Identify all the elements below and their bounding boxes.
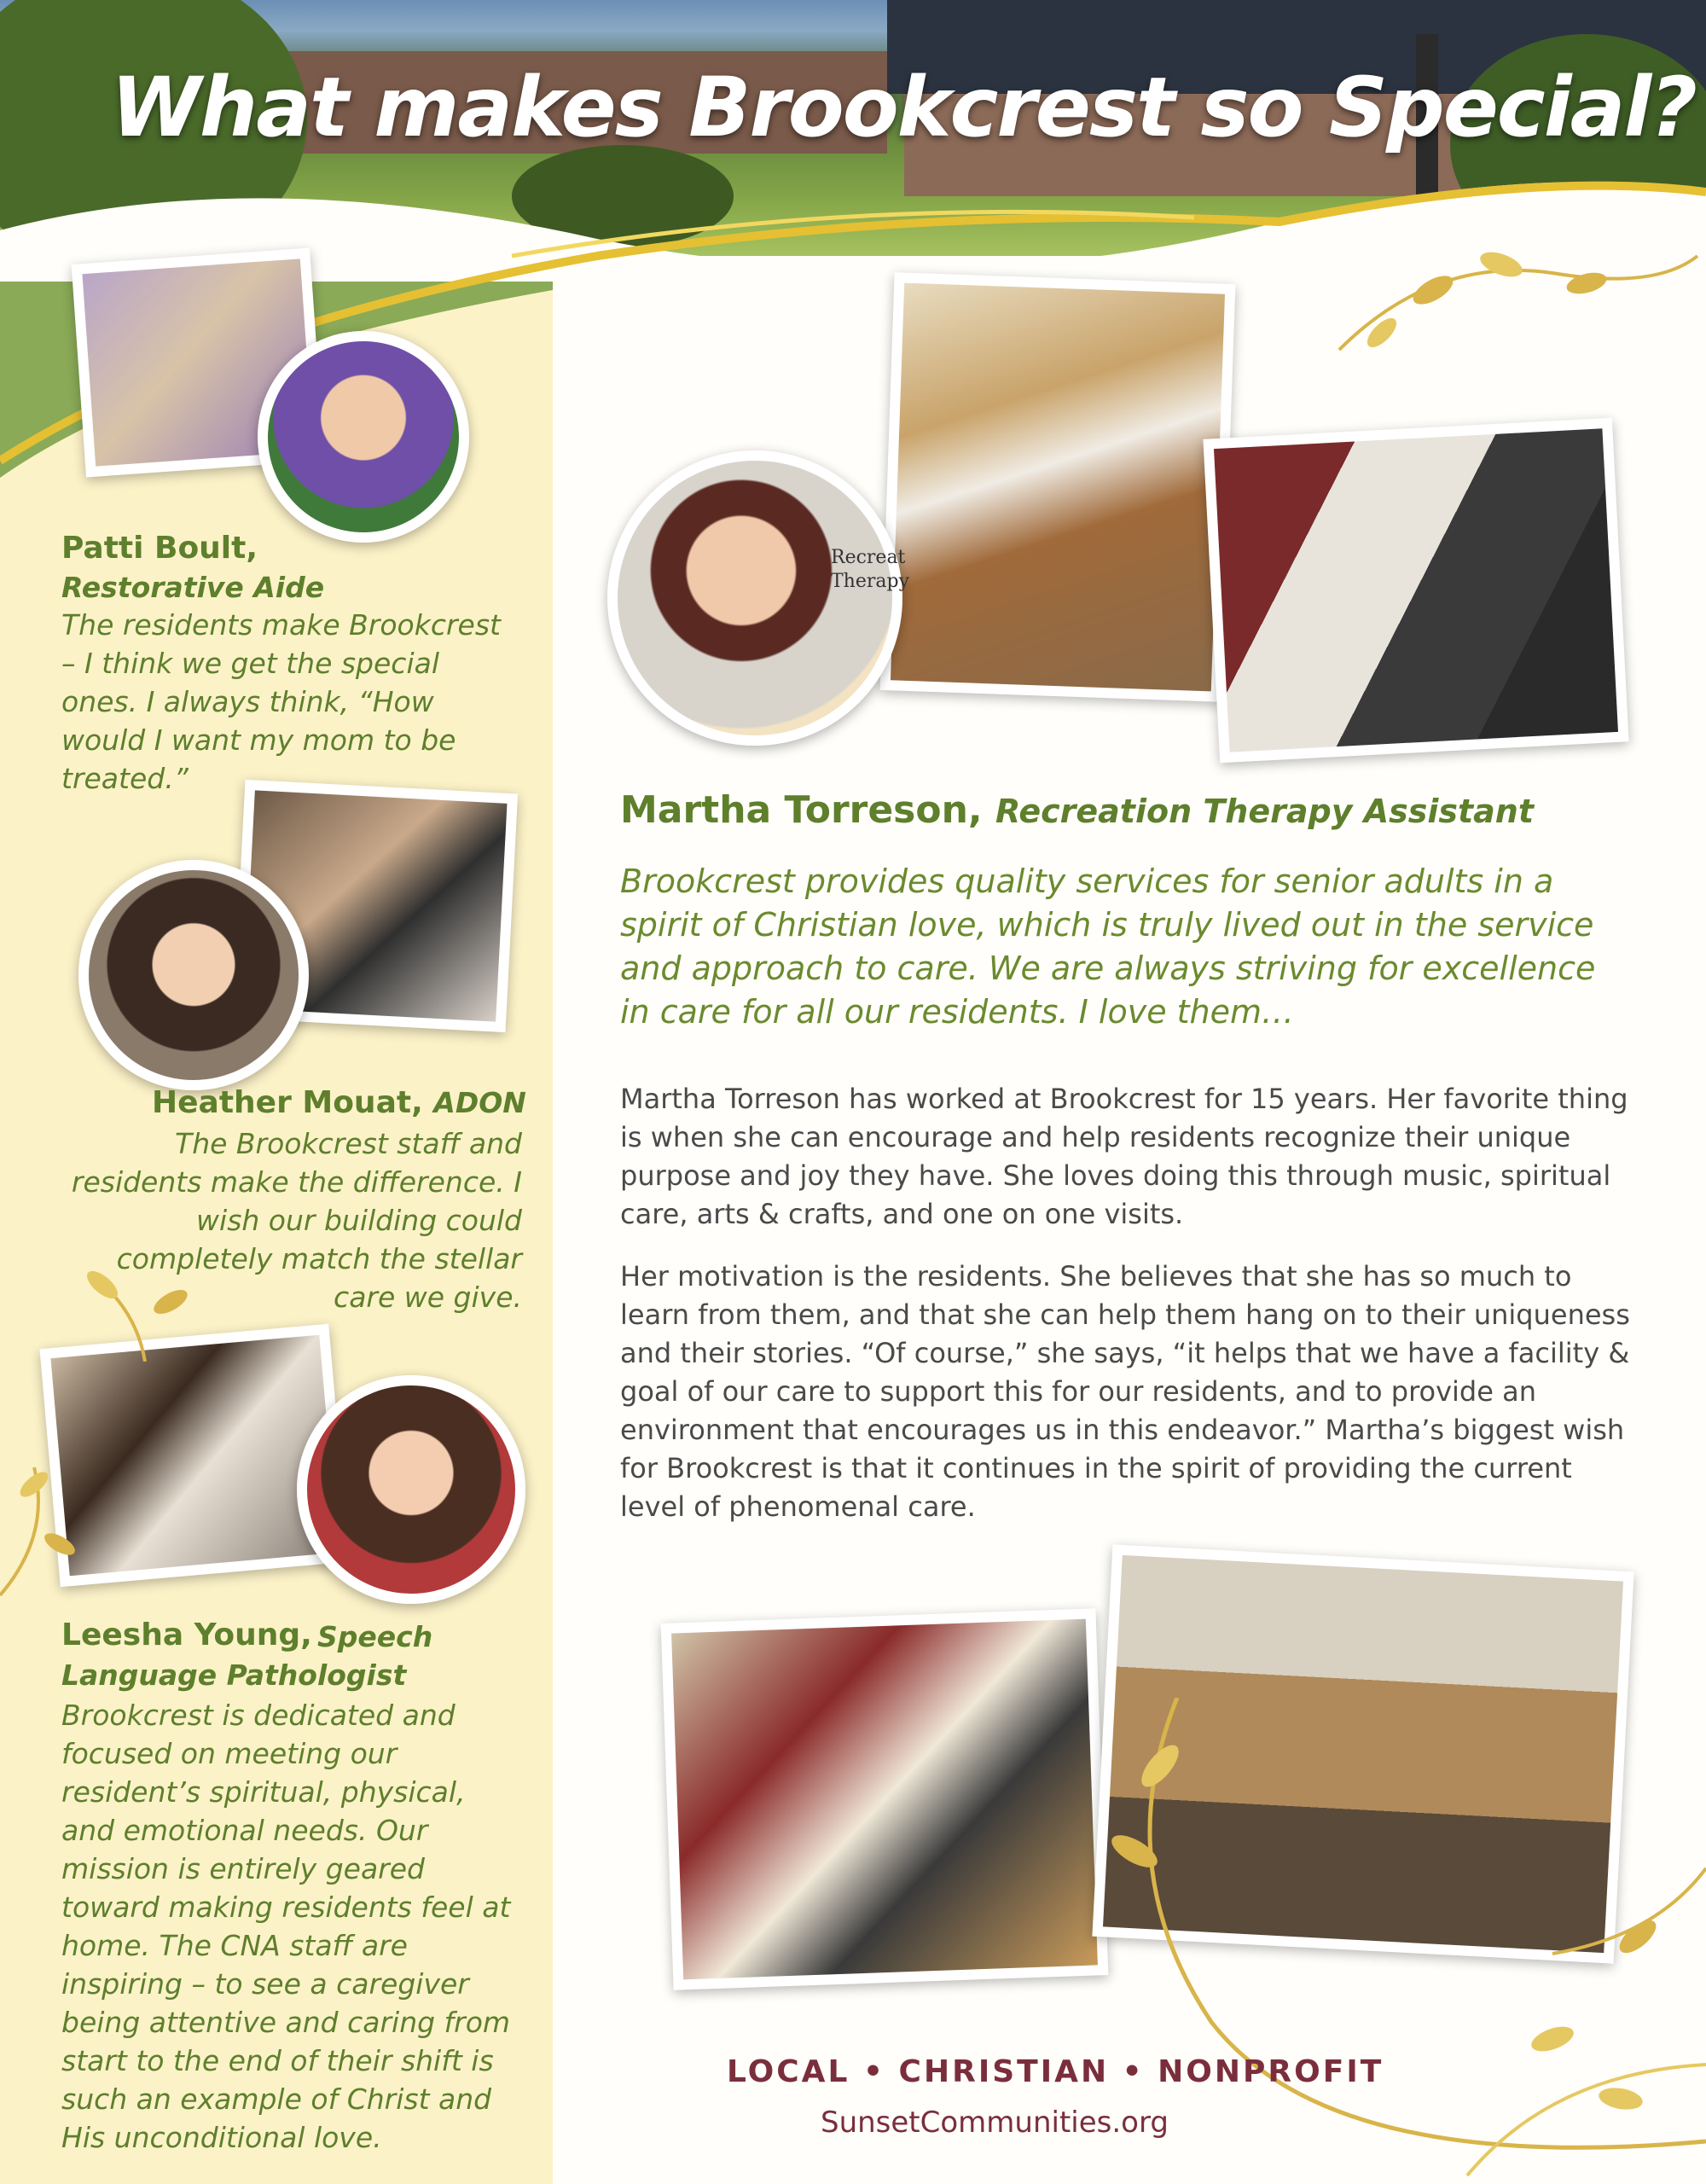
staff-portrait <box>258 331 469 543</box>
activity-photo-music <box>661 1608 1109 1990</box>
staff-quote: The residents make Brookcrest – I think we get the special ones. I always think, “How would I want my mom to be treated.” <box>61 608 501 795</box>
staff-name: Leesha Young, <box>61 1618 312 1653</box>
footer-website-link[interactable]: SunsetCommunities.org <box>821 2106 1169 2140</box>
staff-quote: Brookcrest is dedicated and focused on meeting our resident’s spiritual, physical, and emotional needs. Our mission is entirely geared toward making residents feel at home. The CNA staff are inspiring – to see a caregiver being attentive and caring from start to the end of their shift is such an example of Christ and His unconditional love. <box>61 1699 511 2154</box>
page-title: What makes Brookcrest so Special? <box>111 60 1696 155</box>
photo-sign: Recreat Therapy <box>831 547 910 592</box>
feature-paragraph: Her motivation is the residents. She believes that she has so much to learn from them, and that she can help them hang on to their uniqueness and their stories. “Of course,” she says, “it helps that we have a facility & goal of our care to support this for our residents, and to provide an environment that encourages us in this endeavor.” Martha’s biggest wish for Brookcrest is that it continues in the spirit of providing the current level of phenomenal care. <box>620 1260 1630 1523</box>
gold-vine-decoration <box>1075 1698 1706 2184</box>
feature-paragraph: Martha Torreson has worked at Brookcrest for 15 years. Her favorite thing is when she can encourage and help residents recognize their unique purpose and joy they have. She loves doing this through music, spiritual care, arts & crafts, and one on one visits. <box>620 1083 1628 1230</box>
staff-name: Patti Boult, <box>61 531 258 566</box>
feature-photo-guitar <box>880 272 1236 702</box>
staff-role: Speech Language Pathologist <box>61 1620 433 1692</box>
gold-vine-decoration <box>0 1450 102 1604</box>
feature-name: Martha Torreson, Recreation Therapy Assistant <box>620 788 1535 832</box>
staff-name: Heather Mouat, ADON <box>152 1085 526 1120</box>
gold-vine-decoration <box>1331 239 1706 495</box>
footer-tagline: LOCAL • CHRISTIAN • NONPROFIT <box>727 2054 1384 2089</box>
staff-role: Restorative Aide <box>61 571 325 604</box>
feature-quote: Brookcrest provides quality services for senior adults in a spirit of Christian love, which is truly lived out in the service and approach to care. We are always striving for excellence in care for all our residents. I love them… <box>620 863 1596 1031</box>
feature-portrait <box>607 450 902 746</box>
gold-vine-decoration <box>77 1259 213 1362</box>
staff-quote: The Brookcrest staff and residents make the difference. I wish our building could completely match the stellar care we give. <box>71 1127 522 1314</box>
staff-portrait <box>78 860 309 1090</box>
staff-portrait <box>297 1375 525 1604</box>
